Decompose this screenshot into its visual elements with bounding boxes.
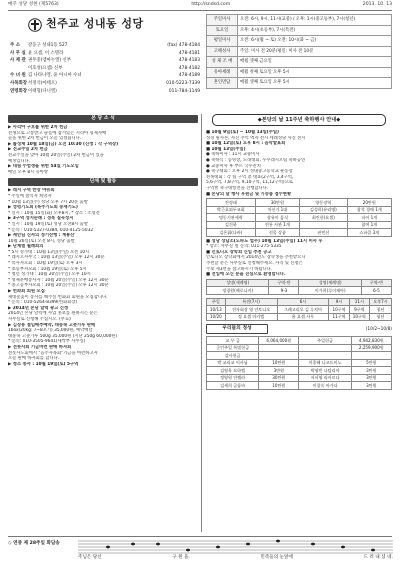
table-header-cell: 11시	[349, 298, 369, 306]
contact-row	[10, 72, 200, 80]
table-cell: 정영원 안젤라	[207, 374, 259, 382]
contact-key: 연령회장	[10, 88, 27, 94]
table-cell: 명동기관세력	[207, 214, 256, 222]
table-cell: 상유이 음식	[255, 214, 299, 222]
table-cell: 감사헌금	[207, 352, 259, 360]
finance-period: (10/2~10/8)	[365, 326, 392, 332]
notice-line: ■ 인토니오 장학회 신입 추천 공고	[206, 249, 272, 255]
table-cell: 10/13	[207, 306, 226, 314]
table-cell: 11구역	[329, 313, 349, 321]
schedule-value: 오전: 6시, 9시, 11시(교중) / 오후: 1시(중고등부), 7시(청년)	[238, 15, 392, 26]
table-cell	[259, 352, 299, 360]
table-cell: 이가희(루이제아)	[299, 287, 361, 295]
groups-list	[8, 188, 198, 367]
table-header-cell: 6시	[277, 298, 329, 306]
notice-line: ▶ 사리아 구호를 위한 2차 헌금	[8, 125, 68, 130]
table-cell: 30만원	[259, 374, 299, 382]
table-header-cell: 9시	[329, 298, 349, 306]
notice-line: ■ 10월 13일(주일)	[206, 146, 246, 152]
table-cell: 전정태	[207, 199, 256, 207]
table-header-cell: 특전(7시)	[225, 298, 277, 306]
welcome-table	[206, 279, 392, 295]
issue-date: 2013. 10. 13	[362, 2, 392, 7]
notice-line: * 복사자모회 : 10월 19일(토) 오후 3시	[8, 261, 83, 267]
table-cell: 윤 요셉 사무	[277, 313, 329, 321]
table-cell	[300, 221, 347, 229]
cross-logo-icon	[28, 18, 42, 32]
parish-news-heading: 본 당 소 식	[8, 115, 198, 123]
notice-line: * 청년 성가대 : 10월 20일(주일) 오후 10시	[8, 272, 91, 278]
notice-line: ■ 본당의 날 행사 후원금 및 기증품 접수현황	[206, 191, 292, 197]
notice-line: * 중고등부자모회 : 10월 20일(주일) 오후 12시 30분	[8, 283, 109, 289]
contact-phone: (fax) 478-4184	[167, 43, 200, 49]
table-cell: 권민선	[300, 229, 347, 237]
contact-info	[10, 42, 200, 95]
notice-line: ▶ 제안님 신자의 정기산행 : 계룡산	[8, 233, 75, 239]
table-cell: 9-3	[269, 287, 299, 295]
table-cell: 5만원	[351, 359, 391, 367]
table-cell: 이종해 니코드미노	[299, 359, 351, 367]
notice-line: 1box(20kg: 7~8포기) 35,000원, 예약배달	[8, 328, 93, 334]
lyric-1: 주님은 당신	[78, 555, 102, 560]
parish-title: 천주교 성내동 성당	[46, 17, 144, 30]
issue-label: 매주 성당 성현 (제5763)	[8, 2, 59, 7]
table-cell: 전자회장 영 안토니오	[225, 306, 277, 314]
table-row	[207, 359, 392, 367]
psalm-lyrics	[78, 555, 393, 561]
notice-line: * 일시 : 10월 15일(화) 오후8시, * 장소 : 소성전	[8, 210, 100, 216]
notice-line: * 초등부자모회 : 10월 19일(토) 오후 5시	[8, 266, 87, 272]
table-row	[207, 382, 392, 390]
notice-line: 추천할 분은 사무실로 신청해주세요. 자격 및 신청은	[206, 261, 303, 266]
lyric-3: 민족들의 눈앞에	[260, 555, 293, 560]
table-header-cell: 성명(세례명)	[207, 279, 269, 287]
table-cell: 군인주일 특별헌금	[207, 344, 259, 352]
notice-line: * 10월 13일(주) 성당 오후 7시 20분 출발	[8, 199, 88, 205]
notice-line: 2014년 본당 달력에 사업 홍보를 원하시는 분은	[8, 311, 98, 317]
contact-value: 강동구 성내1동 527	[28, 43, 68, 49]
notice-line: 구역별 축구대항전을 진행합니다.	[206, 185, 269, 191]
notice-line: 성경 필사본, 사진 추억 액자 전시 세례성당 사진 전시	[206, 135, 306, 141]
contact-row	[10, 65, 200, 73]
contact-value: 윤 요셉, 이 스텔라	[28, 50, 64, 56]
table-cell: 청년	[369, 306, 391, 314]
contact-value: 서정석(마태오)	[28, 81, 57, 87]
contact-key: 사 무 실	[10, 50, 26, 56]
table-cell: 김성희(유리병)	[300, 206, 347, 214]
notice-line: ■ 10월 9일(토) ~ 10월 13일(주일)	[206, 130, 279, 135]
table-header-cell: 구역-반	[269, 279, 299, 287]
contact-key: 사목회장	[10, 81, 27, 87]
contact-row	[10, 88, 200, 96]
schedule-key: 성 체 조 배	[207, 57, 238, 68]
top-strip	[8, 2, 392, 10]
psalm-footer	[8, 536, 392, 561]
contact-phone: 478-4189	[178, 73, 200, 79]
schedule-row	[207, 57, 392, 68]
schedule-row	[207, 25, 392, 36]
table-cell: 참석 경매 1개	[347, 206, 391, 214]
contact-phone: 478-4181	[178, 50, 200, 56]
table-cell: 30만원	[255, 199, 299, 207]
table-cell	[299, 344, 351, 352]
table-header-cell: 성명(세례명)	[299, 279, 361, 287]
notice-line: 주보 제3면을 참고하시기 바랍니다.	[206, 266, 273, 272]
table-row	[207, 337, 392, 345]
notice-line: 매일 오후 8시 유아방	[8, 169, 49, 175]
psalm-label: ◇ 연중 제 28주일 화답송	[8, 541, 60, 546]
lyric-2: 구 원 을.	[172, 555, 190, 560]
notices-list	[206, 239, 392, 278]
table-row	[207, 221, 392, 229]
notice-line: * 장소: 사무실 옆 문의: 011-275-5335	[206, 244, 282, 250]
anniversary-list	[206, 130, 392, 197]
notice-line: * 성체분배봉사자 : 10월 20일(주일) 오후 12시 30분	[8, 277, 109, 283]
table-row	[207, 306, 392, 314]
notice-line: 10월 26일(토) 오전 8시, 성당 출발	[8, 238, 75, 244]
notice-line: ▶ 3구역 성지순례 : 경북 칠곡성지	[8, 216, 74, 222]
notice-line: ▶ 대림 수험생을 위한 54일 기도모임	[8, 164, 79, 170]
notice-line: 들을 위한 2차 헌금이 오늘 있겠습니다.	[8, 136, 82, 142]
table-cell: 3만원	[351, 374, 391, 382]
table-header-cell: 구역-반	[361, 279, 391, 287]
table-cell: 최린한(요셉)	[300, 214, 347, 222]
table-cell: 전통 사관 1개	[255, 221, 299, 229]
parish-news-list	[8, 125, 198, 175]
table-cell: 10만원	[259, 359, 299, 367]
lyric-4: 드 러 내 셨 네.	[363, 555, 393, 560]
schedule-row	[207, 78, 392, 89]
table-header-row	[207, 279, 392, 287]
table-cell: 김세희 골룸바	[207, 382, 259, 390]
notice-line: ● 교중미사 후 부르 국수잔치	[206, 163, 261, 169]
notice-line: * 문의 : 010-5264-8399(헌화회장)	[8, 300, 78, 306]
table-row	[207, 229, 392, 237]
schedule-key: 평일미사	[207, 36, 238, 47]
schedule-key: 주일미사	[207, 15, 238, 26]
schedule-row	[207, 67, 392, 78]
schedule-key: 토요일	[207, 25, 238, 36]
notice-line: ▶ 전교주일 2차 헌금	[8, 147, 48, 153]
table-cell: 김건하	[207, 221, 256, 229]
table-cell: 10만원	[259, 382, 299, 390]
contact-row	[10, 50, 200, 58]
table-cell	[299, 352, 351, 360]
table-cell: 이창숙 아가다	[299, 382, 351, 390]
contact-value: 권무중(엠마누엘) 신부	[28, 58, 71, 64]
table-cell: 청년	[369, 313, 391, 321]
table-row	[207, 367, 392, 375]
table-cell: 그레고리오 김 루치아	[277, 306, 329, 314]
mass-duty-table	[206, 298, 392, 322]
table-cell: 교 무 금	[207, 337, 259, 345]
table-cell: 박영빈 나탈리아	[299, 367, 351, 375]
table-cell: 6,064,000원	[259, 337, 299, 345]
schedule-key: 혼인면담	[207, 78, 238, 89]
table-cell: 정경원(베로니카)	[207, 287, 269, 295]
groups-heading: 단체 및 활동	[8, 178, 198, 186]
notice-line: 제대꽃꽂이 봉사를 해주실 헌화회 회원을 모집합니다.	[8, 294, 108, 300]
contact-phone: 011-784-1149	[168, 88, 200, 94]
table-cell: 파이 1개	[347, 214, 391, 222]
notice-line: 전교주일을 맞아 10월 20일(주일) 2차 헌금이 있을	[8, 152, 104, 158]
table-row	[207, 313, 392, 321]
notice-line: ■ 10월 12일(토) 오후 8시 : 음악발표회	[206, 141, 286, 147]
finance-table	[206, 336, 392, 390]
notice-line: * 레지오사무국 : 10월 13일(주일) 오후 12시 30분	[8, 255, 105, 261]
table-header-cell: 오후7시	[369, 298, 391, 306]
table-cell: 10구역	[329, 306, 349, 314]
schedule-value: 매월 셋째 토요일 오후 5시	[238, 78, 392, 89]
contact-key: 주 소	[10, 43, 21, 49]
contact-key: 사 제 관	[10, 58, 26, 64]
notice-line: ● 축하식 : 동영상, 노래대회, 우수레지오팀 축하공연	[206, 157, 306, 163]
notice-line: ▶ 성령기도회 (목주기도회 중재기도)	[8, 205, 78, 211]
table-row	[207, 214, 392, 222]
contact-value: 이호성(요셉) 신부	[28, 65, 63, 71]
notice-line: ▶ 를성체 10월 18일(금) 오전 10:30 (신청 : 각 구역장)	[8, 141, 119, 147]
column-divider	[201, 114, 202, 532]
finance-heading: 우리들의 정성	[206, 324, 268, 334]
schedule-row	[207, 15, 392, 26]
table-cell: 2,259,900원	[351, 344, 391, 352]
notice-line: * 5시 성가대 : 10월 13일(주일) 오전 10시	[8, 249, 90, 255]
table-cell: 정 요셉 미카엘	[225, 313, 277, 321]
table-cell: 3만원	[351, 382, 391, 390]
table-header-row	[207, 298, 392, 306]
table-cell: 9구역	[349, 306, 369, 314]
notice-line: ● 축하미사 : 11시 교중미사	[206, 152, 260, 158]
notice-line: 사무실로 신청해 주십시오. (무료)	[8, 317, 71, 322]
contact-phone: 478-4182	[178, 65, 200, 71]
table-cell: 10구역	[349, 313, 369, 321]
notice-line: * 주일에 참석자 희망자	[8, 193, 52, 199]
right-column	[206, 112, 392, 390]
notice-line: 태풍속 고춧가루 500g 35,000원 (지난 250g 60,000원)	[8, 333, 118, 339]
contact-value: 김 나타나엘, 윤 아니마 수녀	[28, 73, 82, 79]
notice-line: * 일시 : 10월 19일(토) 성당 오전8시 출발	[8, 221, 88, 227]
table-header-cell: 주일	[207, 298, 226, 306]
contact-row	[10, 42, 200, 50]
notice-line: 오늘 판매 바자회를 합니다.	[8, 356, 60, 362]
notice-line: ▶ 김장용 절임배추예약, 태풍속 고춧가루 판매	[8, 322, 96, 328]
notice-line: 5,6구역, 7,8구역, 9,10구역, 11,12구역)으로	[206, 180, 293, 186]
contact-row	[10, 57, 200, 65]
schedule-row	[207, 36, 392, 47]
table-row	[207, 199, 392, 207]
notice-line: * 문의 : 010-5327-0384, 010-4125-5032	[8, 227, 94, 233]
parish-header	[8, 12, 202, 110]
notice-line: 전쟁으로 고통받고 슬픔에 잠겨있는 시리아 형제자매	[8, 130, 107, 136]
notice-line: * 문의: 010-3505-9641(새싹부 사무실)	[8, 339, 86, 345]
anniversary-banner: ◆본당의 날 11주년 축하행사 안내◆	[212, 114, 386, 126]
table-cell: 주일헌금	[299, 337, 351, 345]
table-cell: 10/20	[207, 313, 226, 321]
notice-line: ■ 전입에 오신 분을 진심으로 환영합니다.	[206, 272, 286, 278]
notice-line: ▶ 2014년 본당 달력 광고 신청	[8, 305, 69, 311]
table-row	[207, 287, 392, 295]
notice-line: ● 축구대회 : 오후 2시 성내중고등학교 운동장	[206, 169, 293, 175]
table-cell: 박근호외두교회	[207, 206, 256, 214]
notice-line: ▶ 단체별 월례회의	[8, 244, 44, 250]
contact-phone: 010-5223-7339	[166, 81, 200, 87]
schedule-key: 유아세례	[207, 67, 238, 78]
notice-line: ■ 성당 상담소(노파도 법무) 10월 13일(주일) 11시 미사 후	[206, 238, 323, 244]
table-cell: 4,942,830원	[351, 337, 391, 345]
table-row	[207, 206, 392, 214]
table-cell: 6-5	[361, 287, 391, 295]
notice-line: 예정입니다.	[8, 158, 31, 164]
table-cell: 김은휘(나바)	[207, 229, 256, 237]
table-cell: 박 교리교 이사님	[207, 359, 259, 367]
site-url[interactable]: http://sndsd.com	[191, 2, 231, 7]
notice-line: ▶ 청소 봉사 : 10월 19일(토) 5구역	[8, 361, 79, 367]
table-cell: 김영육 요하엘	[207, 367, 259, 375]
schedule-value: 매월 셋째 금요일	[238, 57, 392, 68]
table-cell: 서서영 리카르다	[299, 374, 351, 382]
schedule-value: 오전: 6시(월 ~ 토) 오전: 10시(화 ~ 금)	[238, 36, 392, 47]
notice-line: 전롯사도회에서 "음주사목회"기금을 마련하고자	[8, 350, 98, 356]
table-row	[207, 352, 392, 360]
table-cell: 20만원	[347, 199, 391, 207]
table-row	[207, 374, 392, 382]
notice-line: 친목대회 : 각 팀 구역 총 대표(2구역, 3,4구역,	[206, 174, 294, 180]
donor-table	[206, 198, 392, 237]
notice-line: 안토니오 장학회에서 2014년도 장학생을 추천받으니	[206, 255, 306, 261]
table-cell	[351, 352, 391, 360]
music-staff	[78, 539, 393, 555]
schedule-value: 오후: 4시(초등부), 7시(특전)	[238, 25, 392, 36]
contact-phone: 478-4183	[178, 58, 200, 64]
table-cell: 3만원	[259, 367, 299, 375]
table-cell: 양동장역	[300, 199, 347, 207]
schedule-value: 주일: 미사 전 20분/평일: 미사 전 10분	[238, 46, 392, 57]
table-row	[207, 344, 392, 352]
table-cell	[259, 344, 299, 352]
notice-line: ▶ 전롯사회 기금마련 판매 바자회	[8, 344, 72, 350]
schedule-value: 매월 첫째 토요일 오후 5시	[238, 67, 392, 78]
mass-schedule-table	[206, 14, 392, 89]
table-cell: 차선기 1대	[255, 206, 299, 214]
top-rule	[8, 10, 392, 11]
schedule-row	[207, 46, 392, 57]
table-cell: 3만원	[351, 367, 391, 375]
notice-line: ▶ 레지 구역 반장 야유회	[8, 188, 55, 194]
schedule-key: 고해성사	[207, 46, 238, 57]
contact-value: 이태형(다니엘)	[28, 88, 57, 94]
table-cell: 선물 상품	[255, 229, 299, 237]
contact-row	[10, 80, 200, 88]
contact-key: 수 녀 원	[10, 73, 26, 79]
notice-line: ▶ 헌화회 회원 모집	[8, 289, 45, 295]
table-cell: 참여 1개	[347, 221, 391, 229]
left-column	[8, 112, 198, 367]
table-cell: 스파클 3개	[347, 229, 391, 237]
